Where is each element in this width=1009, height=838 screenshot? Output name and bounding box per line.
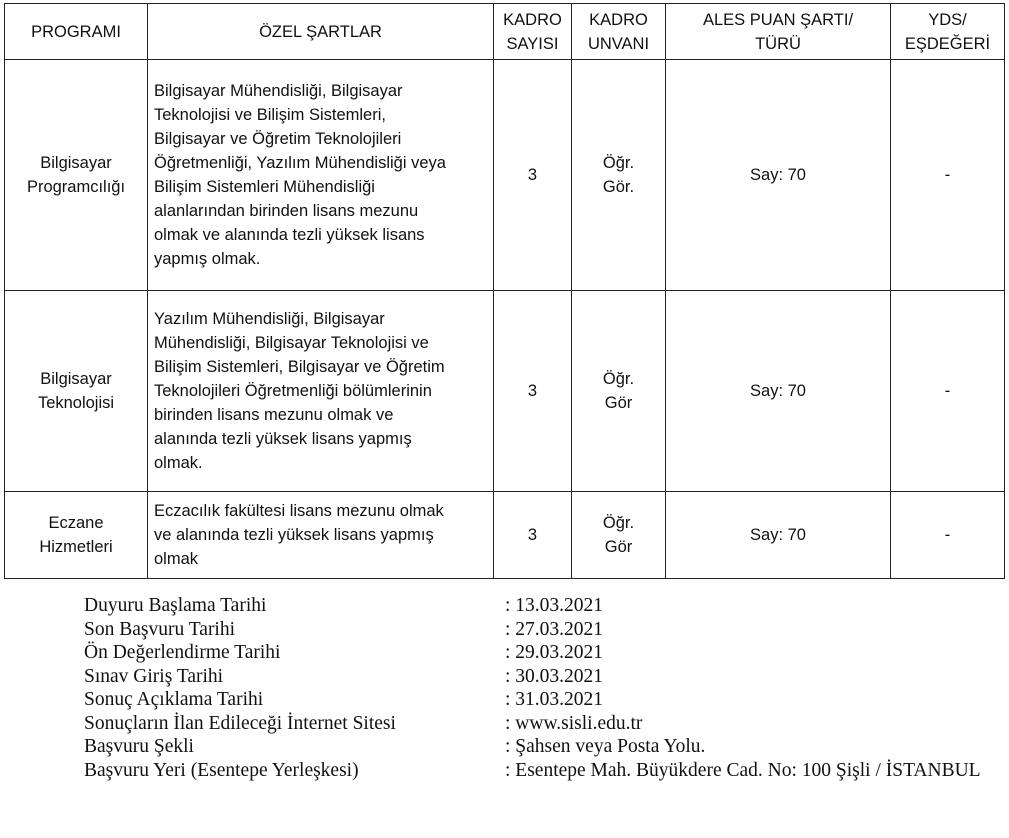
info-label: Ön Değerlendirme Tarihi xyxy=(84,642,281,663)
info-label: Duyuru Başlama Tarihi xyxy=(84,595,267,616)
header-requirements: ÖZEL ŞARTLAR xyxy=(148,4,494,60)
info-row-exam-date xyxy=(84,665,1009,689)
yds-cell: - xyxy=(891,492,1005,579)
title-cell: Öğr. Gör xyxy=(572,291,666,492)
ales-cell: Say: 70 xyxy=(666,60,891,291)
requirements-cell: Eczacılık fakültesi lisans mezunu olmak ve alanında tezli yüksek lisans yapmış olmak xyxy=(148,492,494,579)
requirements-cell: Yazılım Mühendisliği, Bilgisayar Mühendisliği, Bilgisayar Teknolojisi ve Bilişim Sistemleri, Bilgisayar ve Öğretim Teknolojileri Öğretmenliği bölümlerinin birinden lisans mezunu olmak ve alanında tezli yüksek lisans yapmış olmak. xyxy=(148,291,494,492)
info-row-deadline xyxy=(84,618,1009,642)
info-value: : Esentepe Mah. Büyükdere Cad. No: 100 Şişli / İSTANBUL xyxy=(505,759,981,781)
program-cell: Bilgisayar Teknolojisi xyxy=(5,291,148,492)
info-value: : 31.03.2021 xyxy=(505,689,604,710)
info-row-application-method xyxy=(84,735,1009,759)
info-row-start-date xyxy=(84,594,1009,618)
title-cell: Öğr. Gör xyxy=(572,492,666,579)
info-row-application-place xyxy=(84,759,1009,783)
quota-cell: 3 xyxy=(494,492,572,579)
info-row-preliminary-evaluation xyxy=(84,641,1009,665)
quota-cell: 3 xyxy=(494,60,572,291)
info-row-result-date xyxy=(84,688,1009,712)
requirements-cell: Bilgisayar Mühendisliği, Bilgisayar Teknolojisi ve Bilişim Sistemleri, Bilgisayar ve Öğretim Teknolojileri Öğretmenliği, Yazılım Mühendisliği veya Bilişim Sistemleri Mühendisliği alanlarından birinden lisans mezunu olmak ve alanında tezli yüksek lisans yapmış olmak. xyxy=(148,60,494,291)
info-value: : Şahsen veya Posta Yolu. xyxy=(505,736,706,757)
header-title: KADRO UNVANI xyxy=(572,4,666,60)
yds-cell: - xyxy=(891,60,1005,291)
quota-cell: 3 xyxy=(494,291,572,492)
yds-cell: - xyxy=(891,291,1005,492)
info-label: Başvuru Yeri (Esentepe Yerleşkesi) xyxy=(84,759,359,781)
ales-cell: Say: 70 xyxy=(666,492,891,579)
header-row xyxy=(5,4,1005,60)
program-cell: Bilgisayar Programcılığı xyxy=(5,60,148,291)
header-program: PROGRAMI xyxy=(5,4,148,60)
application-info xyxy=(84,594,1009,782)
info-label: Başvuru Şekli xyxy=(84,736,194,757)
info-row-website xyxy=(84,712,1009,736)
info-value: : 30.03.2021 xyxy=(505,665,604,687)
info-value: : www.sisli.edu.tr xyxy=(505,712,643,734)
table-row xyxy=(5,60,1005,291)
info-value: : 29.03.2021 xyxy=(505,642,604,663)
info-value: : 27.03.2021 xyxy=(505,618,604,640)
header-ales: ALES PUAN ŞARTI/ TÜRÜ xyxy=(666,4,891,60)
title-cell: Öğr. Gör. xyxy=(572,60,666,291)
program-cell: Eczane Hizmetleri xyxy=(5,492,148,579)
positions-table xyxy=(4,3,1005,579)
info-label: Sınav Giriş Tarihi xyxy=(84,665,224,687)
info-label: Sonuçların İlan Edileceği İnternet Sitesi xyxy=(84,712,396,734)
table-row xyxy=(5,492,1005,579)
header-yds: YDS/ EŞDEĞERİ xyxy=(891,4,1005,60)
info-label: Sonuç Açıklama Tarihi xyxy=(84,689,264,710)
ales-cell: Say: 70 xyxy=(666,291,891,492)
info-value: : 13.03.2021 xyxy=(505,595,604,616)
table-row xyxy=(5,291,1005,492)
info-label: Son Başvuru Tarihi xyxy=(84,618,236,640)
header-quota: KADRO SAYISI xyxy=(494,4,572,60)
